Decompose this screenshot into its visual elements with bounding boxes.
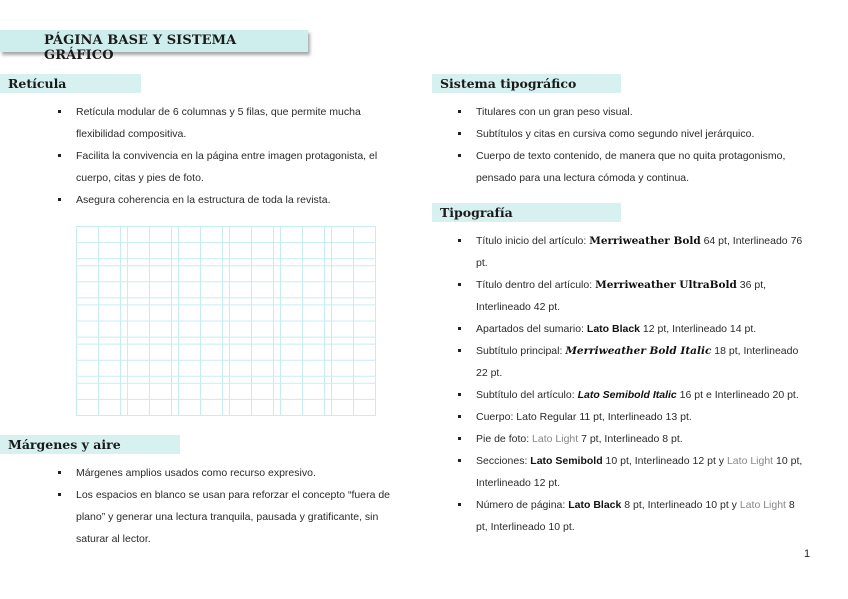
list-item: Titulares con un gran peso visual. <box>458 101 798 123</box>
section-header-reticula <box>0 74 141 93</box>
list-item: Subtítulo principal: Merriweather Bold Italic 18 pt, Interlineado 22 pt. <box>458 340 808 384</box>
margenes-list <box>58 462 410 550</box>
reticula-list <box>58 101 410 211</box>
page-number: 1 <box>804 548 811 560</box>
font-name: Merriweather UltraBold <box>595 279 737 291</box>
modular-grid-illustration <box>76 226 376 416</box>
list-item: Márgenes amplios usados como recurso expresivo. <box>58 462 410 484</box>
section-header-tipografia <box>432 203 621 222</box>
section-heading: Márgenes y aire <box>8 437 121 452</box>
list-item: Los espacios en blanco se usan para reforzar el concepto “fuera de plano” y generar una lectura tranquila, pausada y gratificante, sin saturar al lector. <box>58 484 410 550</box>
list-item: Título inicio del artículo: Merriweather Bold 64 pt, Interlineado 76 pt. <box>458 230 808 274</box>
font-name: Merriweather Bold Italic <box>565 345 712 357</box>
font-name: Lato Black <box>586 323 641 335</box>
font-name: Lato Semibold <box>530 455 603 467</box>
list-item: Cuerpo: Lato Regular 11 pt, Interlineado 13 pt. <box>458 406 808 428</box>
page-title-banner <box>0 30 308 63</box>
list-item: Pie de foto: Lato Light 7 pt, Interlineado 8 pt. <box>458 428 808 450</box>
list-item: Apartados del sumario: Lato Black 12 pt, Interlineado 14 pt. <box>458 318 808 340</box>
tipografia-list <box>458 230 808 538</box>
font-name: Merriweather Bold <box>589 235 701 247</box>
list-item: Subtítulos y citas en cursiva como segundo nivel jerárquico. <box>458 123 798 145</box>
font-name: Lato Light <box>726 455 774 467</box>
section-heading: Tipografía <box>440 205 513 220</box>
list-item: Cuerpo de texto contenido, de manera que no quita protagonismo, pensado para una lectura cómoda y continua. <box>458 145 798 189</box>
page-title: PÁGINA BASE Y SISTEMA GRÁFICO <box>44 33 237 63</box>
list-item: Título dentro del artículo: Merriweather UltraBold 36 pt, Interlineado 42 pt. <box>458 274 808 318</box>
font-name: Lato Light <box>739 499 786 511</box>
list-item: Subtítulo del artículo: Lato Semibold Italic 16 pt e Interlineado 20 pt. <box>458 384 808 406</box>
font-name: Lato Semibold Italic <box>577 389 677 401</box>
font-name: Lato Black <box>568 499 622 511</box>
sistema-list <box>458 101 798 189</box>
font-name: Lato Light <box>532 433 579 445</box>
section-heading: Retícula <box>8 76 67 91</box>
list-item: Asegura coherencia en la estructura de toda la revista. <box>58 189 410 211</box>
list-item: Retícula modular de 6 columnas y 5 filas, que permite mucha flexibilidad compositiva. <box>58 101 410 145</box>
section-heading: Sistema tipográfico <box>440 76 577 91</box>
list-item: Secciones: Lato Semibold 10 pt, Interlineado 12 pt y Lato Light 10 pt, Interlineado 12 pt. <box>458 450 808 494</box>
list-item: Facilita la convivencia en la página entre imagen protagonista, el cuerpo, citas y pies de foto. <box>58 145 410 189</box>
section-header-margenes <box>0 435 180 454</box>
list-item: Número de página: Lato Black 8 pt, Interlineado 10 pt y Lato Light 8 pt, Interlineado 10 pt. <box>458 494 808 538</box>
section-header-sistema <box>432 74 621 93</box>
